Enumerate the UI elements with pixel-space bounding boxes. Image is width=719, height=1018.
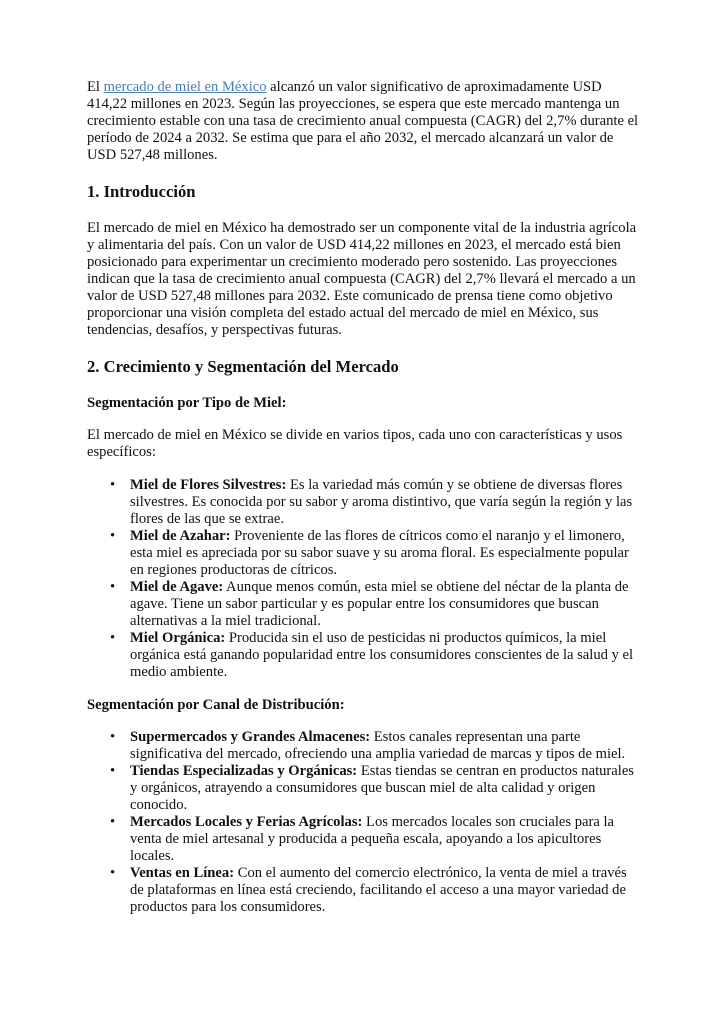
- bullet-icon: •: [110, 477, 116, 493]
- bullet-icon: •: [110, 814, 116, 830]
- section-2-heading: 2. Crecimiento y Segmentación del Mercado: [87, 357, 399, 376]
- list-item: • Miel de Azahar: Proveniente de las flores de cítricos como el naranjo y el limonero, esta miel es apreciada por su sabor suave y su aroma floral. Es especialmente popular en regiones productoras de cítricos.: [110, 528, 629, 578]
- bullet-icon: •: [110, 630, 116, 646]
- list-item: • Supermercados y Grandes Almacenes: Estos canales representan una parte significativa del mercado, ofreciendo una amplia variedad de marcas y tipos de miel.: [110, 729, 626, 762]
- market-link[interactable]: mercado de miel en México: [103, 79, 267, 95]
- type-intro: El mercado de miel en México se divide en varios tipos, cada uno con características y usos específicos:: [87, 427, 623, 460]
- bullet-icon: •: [110, 528, 116, 544]
- bullet-icon: •: [110, 763, 116, 779]
- list-item: • Miel Orgánica: Producida sin el uso de pesticidas ni productos químicos, la miel orgánica está ganando popularidad entre los consumidores conscientes de la salud y el medio ambiente.: [110, 630, 634, 680]
- type-list: [87, 477, 639, 681]
- intro-paragraph: El mercado de miel en México alcanzó un valor significativo de aproximadamente USD 414,22 millones en 2023. Según las proyecciones, se espera que este mercado mantenga un crecimiento estable con una tasa de crecimiento anual compuesta (CAGR) del 2,7% durante el período de 2024 a 2032. Se estima que para el año 2032, el mercado alcanzará un valor de USD 527,48 millones.: [87, 79, 639, 163]
- bullet-icon: •: [110, 579, 116, 595]
- list-item: • Ventas en Línea: Con el aumento del comercio electrónico, la venta de miel a través de plataformas en línea está creciendo, facilitando el acceso a una mayor variedad de productos para los consumidores.: [110, 865, 627, 915]
- type-subheading: Segmentación por Tipo de Miel:: [87, 395, 287, 411]
- bullet-icon: •: [110, 729, 116, 745]
- list-item: • Tiendas Especializadas y Orgánicas: Estas tiendas se centran en productos naturales y orgánicos, atrayendo a consumidores que buscan miel de alta calidad y origen conocido.: [110, 763, 634, 813]
- channel-list: [87, 729, 639, 916]
- section-1-body: El mercado de miel en México ha demostrado ser un componente vital de la industria agrícola y alimentaria del país. Con un valor de USD 414,22 millones en 2023, el mercado está bien posicionado para experimentar un crecimiento moderado pero sostenido. Las proyecciones indican que la tasa de crecimiento anual compuesta (CAGR) del 2,7% llevará el mercado a un valor de USD 527,48 millones para 2032. Este comunicado de prensa tiene como objetivo proporcionar una visión completa del estado actual del mercado de miel en México, sus tendencias, desafíos, y perspectivas futuras.: [87, 220, 637, 338]
- bullet-icon: •: [110, 865, 116, 881]
- channel-subheading: Segmentación por Canal de Distribución:: [87, 697, 345, 713]
- list-item: • Mercados Locales y Ferias Agrícolas: Los mercados locales son cruciales para la venta de miel artesanal y producida a pequeña escala, apoyando a los apicultores locales.: [110, 814, 615, 864]
- list-item: • Miel de Agave: Aunque menos común, esta miel se obtiene del néctar de la planta de agave. Tiene un sabor particular y es popular entre los consumidores que buscan alternativas a la miel tradicional.: [110, 579, 629, 629]
- section-1-heading: 1. Introducción: [87, 182, 196, 201]
- list-item: • Miel de Flores Silvestres: Es la variedad más común y se obtiene de diversas flores silvestres. Es conocida por su sabor y aroma distintivo, que varía según la región y las flores de las que se extrae.: [110, 477, 633, 527]
